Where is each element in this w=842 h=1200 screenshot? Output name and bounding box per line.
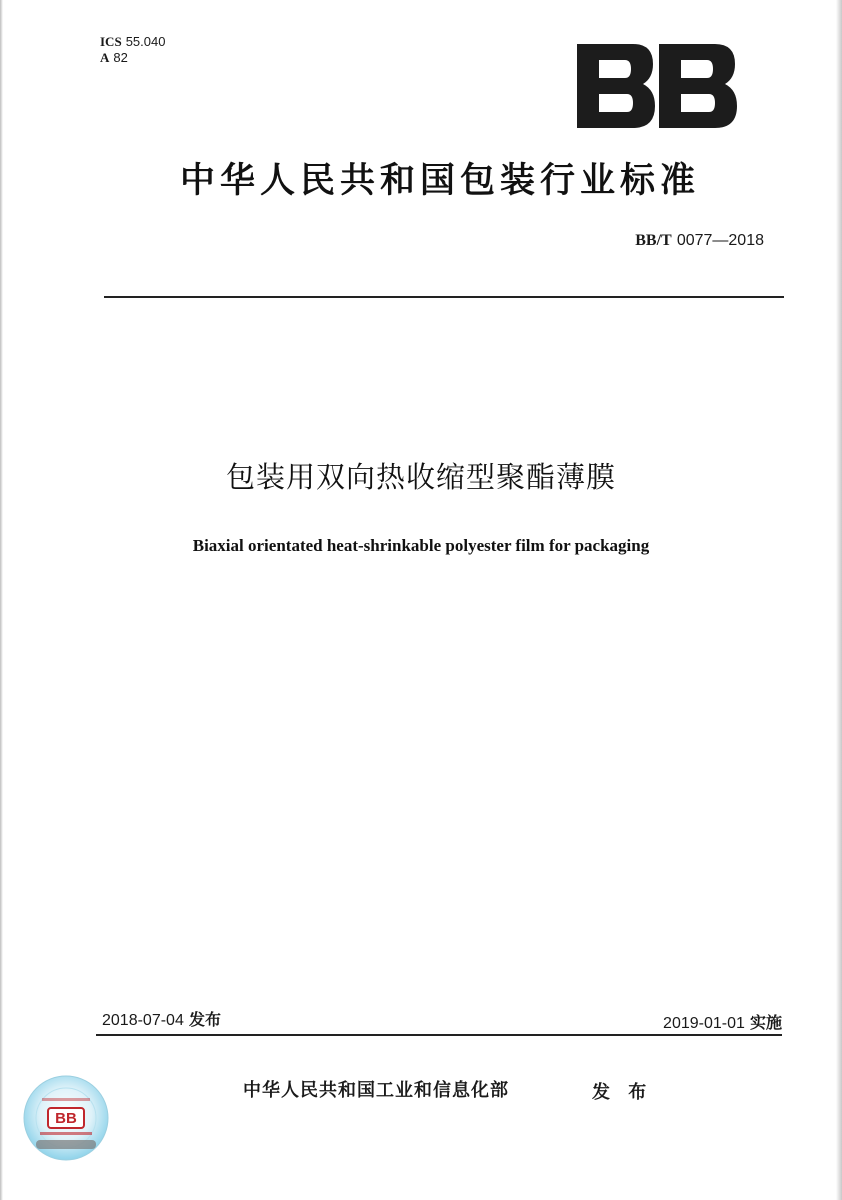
ics-line — [100, 34, 165, 50]
bb-logo-icon — [577, 44, 737, 128]
ics-label: ICS — [100, 34, 122, 49]
scan-edge-right — [836, 0, 842, 1200]
publisher-name: 中华人民共和国工业和信息化部 — [243, 1080, 509, 1101]
bottom-divider — [96, 1034, 782, 1036]
industry-standard-title: 中华人民共和国包装行业标准 — [179, 161, 700, 201]
issue-date-label: 发布 — [188, 1010, 221, 1029]
issue-date — [102, 1007, 221, 1030]
class-label: A — [100, 50, 110, 65]
implementation-date-value: 2019-01-01 — [663, 1015, 745, 1032]
class-number: 82 — [113, 50, 128, 65]
issue-date-value: 2018-07-04 — [102, 1012, 184, 1029]
implementation-date — [663, 1010, 782, 1033]
publisher-action: 发 布 — [592, 1082, 653, 1103]
scan-edge-left — [0, 0, 3, 1200]
standard-code-prefix: BB/T — [635, 232, 672, 249]
anti-counterfeit-seal-icon — [22, 1074, 110, 1162]
classification-block — [100, 34, 165, 66]
ics-number: 55.040 — [125, 34, 166, 49]
standard-code-number: 0077—2018 — [676, 232, 764, 249]
standard-code — [635, 230, 764, 250]
document-title-english: Biaxial orientated heat-shrinkable polyester film for packaging — [192, 536, 650, 555]
implementation-date-label: 实施 — [749, 1013, 782, 1032]
class-line — [100, 50, 165, 66]
top-divider — [104, 296, 784, 298]
seal-center-text: BB — [55, 1110, 77, 1127]
document-title-chinese: 包装用双向热收缩型聚酯薄膜 — [225, 460, 616, 494]
